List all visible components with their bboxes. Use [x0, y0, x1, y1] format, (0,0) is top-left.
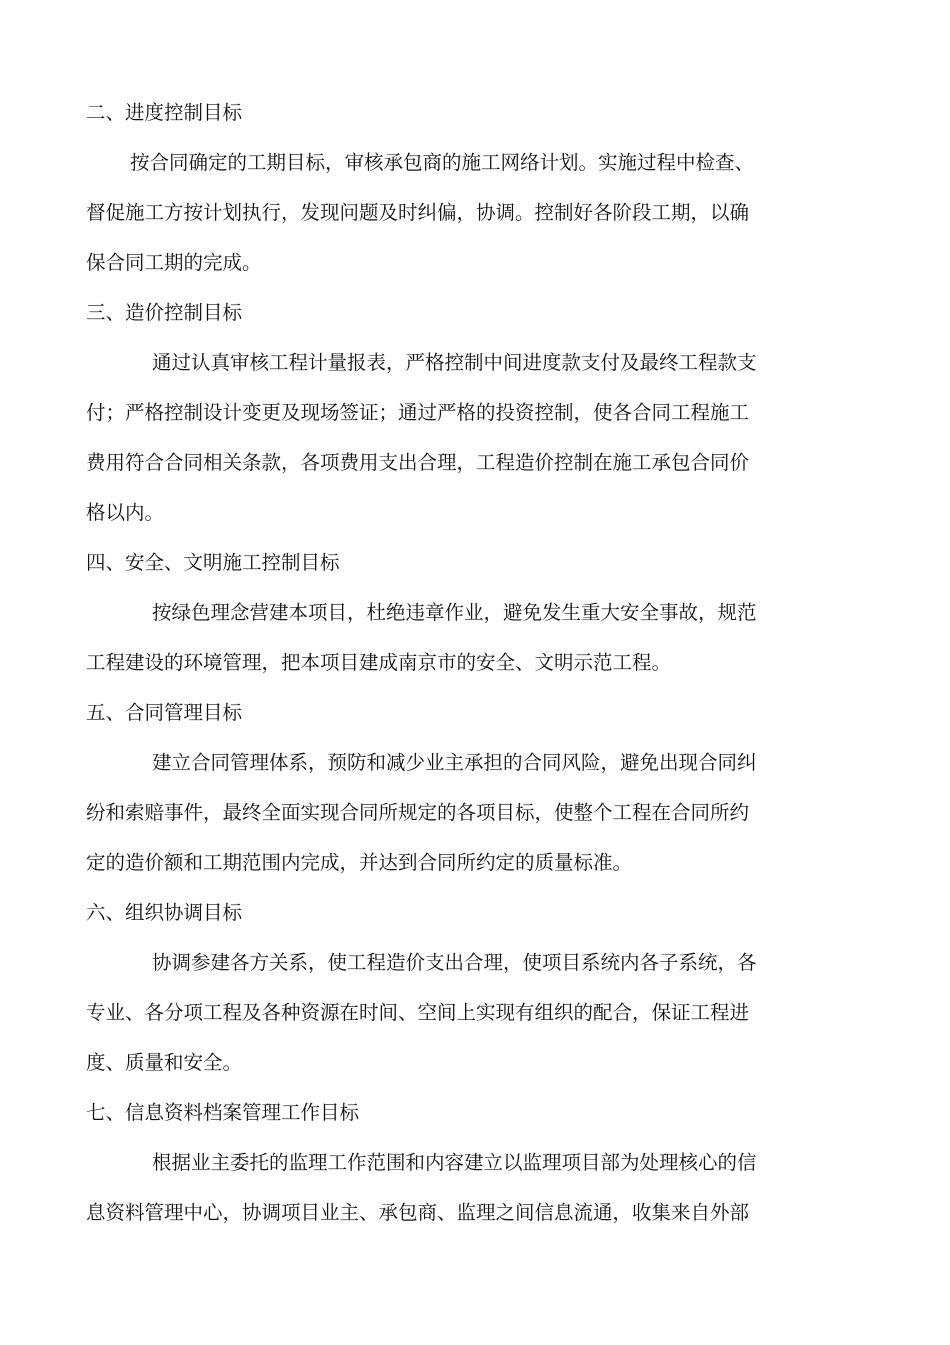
paragraph-line: 度、质量和安全。 [86, 1051, 243, 1074]
section-heading-contract: 五、合同管理目标 [86, 701, 243, 724]
paragraph-line: 按合同确定的工期目标，审核承包商的施工网络计划。实施过程中检查、 [130, 151, 755, 174]
section-heading-cost: 三、造价控制目标 [86, 301, 243, 324]
paragraph-line: 按绿色理念营建本项目，杜绝违章作业，避免发生重大安全事故，规范 [152, 601, 757, 624]
paragraph-line: 工程建设的环境管理，把本项目建成南京市的安全、文明示范工程。 [86, 651, 672, 674]
paragraph-line: 费用符合合同相关条款，各项费用支出合理，工程造价控制在施工承包合同价 [86, 451, 750, 474]
paragraph-line: 格以内。 [86, 501, 165, 524]
paragraph-line: 专业、各分项工程及各种资源在时间、空间上实现有组织的配合，保证工程进 [86, 1001, 750, 1024]
paragraph-line: 协调参建各方关系，使工程造价支出合理，使项目系统内各子系统，各 [152, 951, 757, 974]
section-heading-safety: 四、安全、文明施工控制目标 [86, 551, 340, 574]
paragraph-line: 建立合同管理体系，预防和减少业主承担的合同风险，避免出现合同纠 [152, 751, 757, 774]
paragraph-line: 督促施工方按计划执行，发现问题及时纠偏，协调。控制好各阶段工期，以确 [86, 201, 750, 224]
paragraph-line: 付；严格控制设计变更及现场签证；通过严格的投资控制，使各合同工程施工 [86, 401, 750, 424]
paragraph-line: 定的造价额和工期范围内完成，并达到合同所约定的质量标准。 [86, 851, 633, 874]
paragraph-line: 纷和索赔事件，最终全面实现合同所规定的各项目标，使整个工程在合同所约 [86, 801, 750, 824]
paragraph-line: 根据业主委托的监理工作范围和内容建立以监理项目部为处理核心的信 [152, 1151, 757, 1174]
paragraph-line: 保合同工期的完成。 [86, 251, 262, 274]
paragraph-line: 息资料管理中心，协调项目业主、承包商、监理之间信息流通，收集来自外部 [86, 1201, 750, 1224]
section-heading-schedule: 二、进度控制目标 [86, 101, 243, 124]
paragraph-line: 通过认真审核工程计量报表，严格控制中间进度款支付及最终工程款支 [152, 351, 757, 374]
section-heading-coordination: 六、组织协调目标 [86, 901, 243, 924]
section-heading-information: 七、信息资料档案管理工作目标 [86, 1101, 360, 1124]
